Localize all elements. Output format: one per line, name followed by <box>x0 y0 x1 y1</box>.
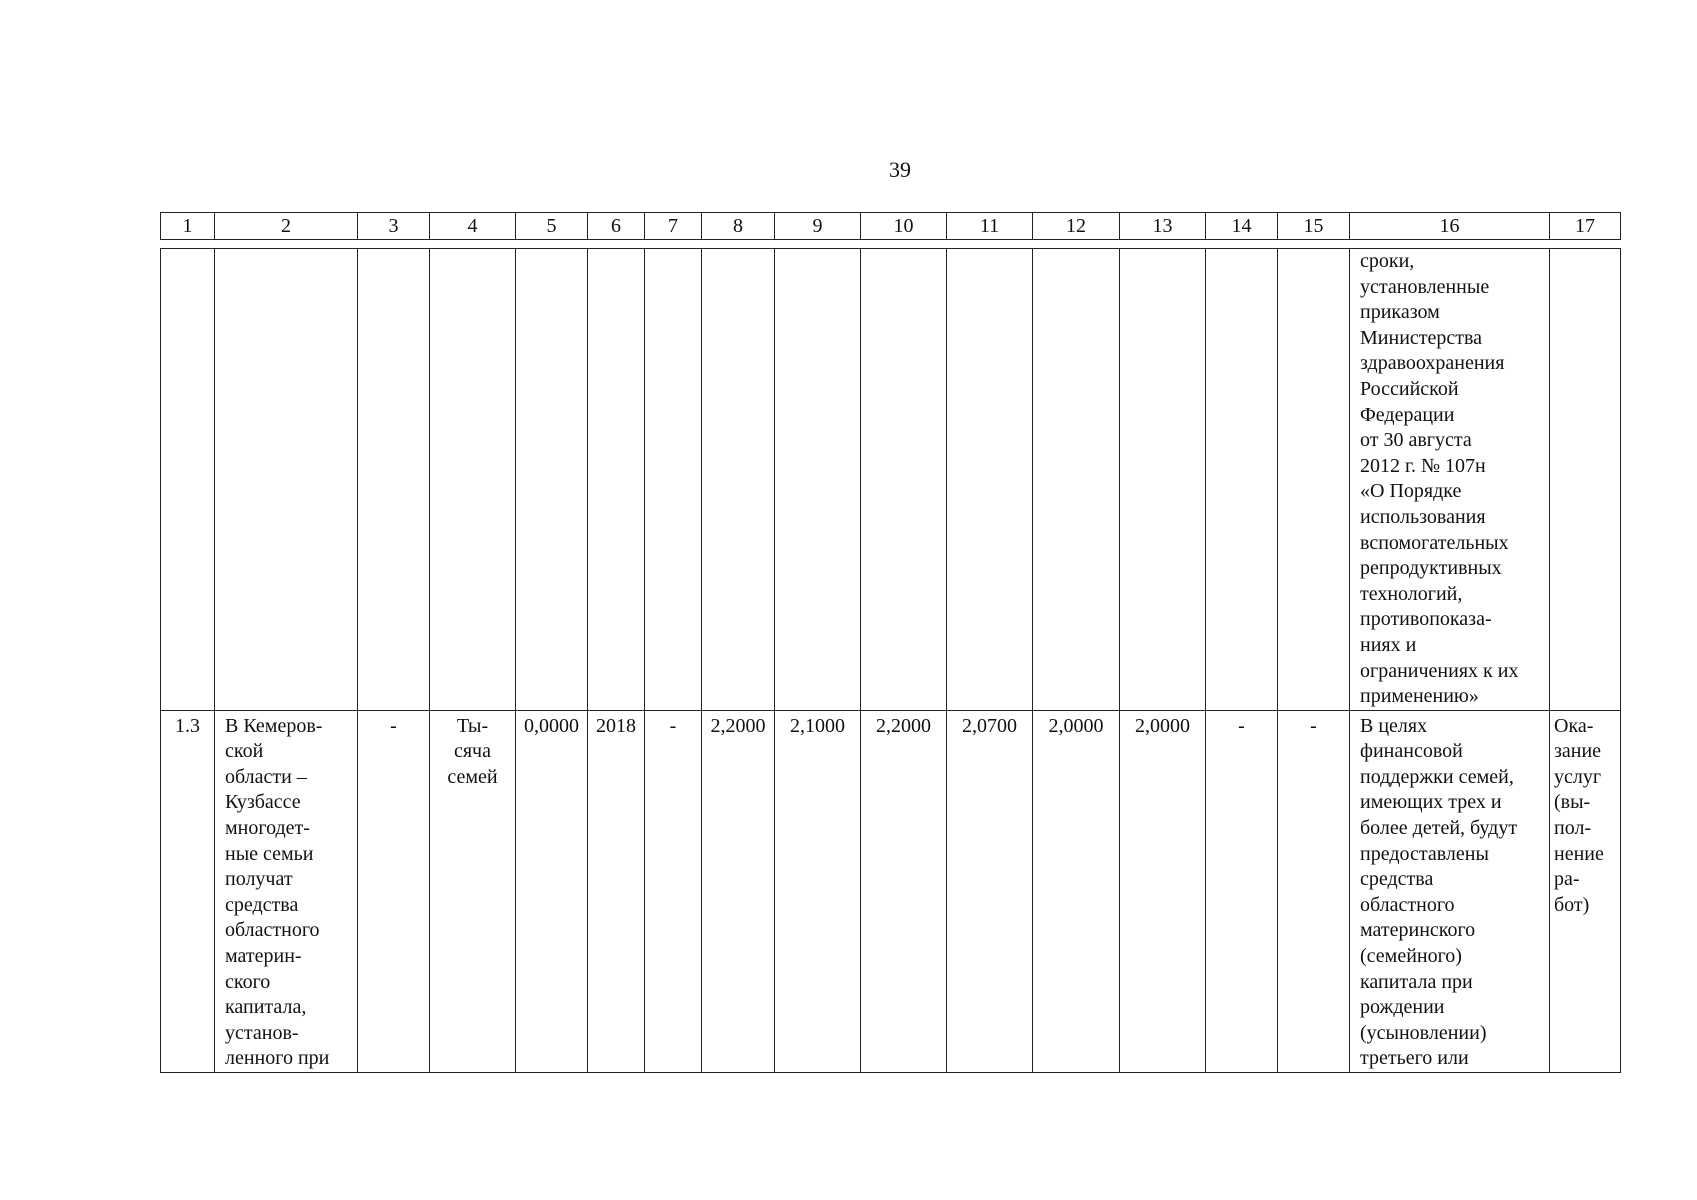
cell-empty <box>215 249 358 711</box>
cell-empty <box>775 249 861 711</box>
column-header-9: 9 <box>775 213 861 240</box>
cell-value-col-12: 2,0000 <box>1033 710 1120 1072</box>
table-row-1-3 <box>161 710 1621 1072</box>
cell-empty <box>161 249 215 711</box>
cell-empty <box>1033 249 1120 711</box>
column-header-6: 6 <box>588 213 645 240</box>
cell-empty <box>1120 249 1206 711</box>
column-header-3: 3 <box>358 213 430 240</box>
column-header-10: 10 <box>861 213 947 240</box>
cell-value-col-9: 2,1000 <box>775 710 861 1072</box>
cell-empty <box>1278 249 1350 711</box>
column-header-13: 13 <box>1120 213 1206 240</box>
cell-unit: Ты- сяча семей <box>430 710 516 1072</box>
cell-col-3: - <box>358 710 430 1072</box>
column-header-11: 11 <box>947 213 1033 240</box>
cell-empty <box>358 249 430 711</box>
cell-characteristic: В целях финансовой поддержки семей, имеющих трех и более детей, будут предоставлены средства областного материнского (семейного) капитала при рождении (усыновлении) третьего или <box>1350 710 1550 1072</box>
cell-value-col-8: 2,2000 <box>702 710 775 1072</box>
column-number-header <box>160 212 1621 240</box>
cell-result-type: Ока- зание услуг (вы- пол- нение ра- бот) <box>1550 710 1621 1072</box>
cell-empty <box>702 249 775 711</box>
cell-empty <box>645 249 702 711</box>
header-row <box>161 213 1621 240</box>
cell-empty <box>588 249 645 711</box>
cell-empty <box>1206 249 1278 711</box>
column-header-1: 1 <box>161 213 215 240</box>
column-header-8: 8 <box>702 213 775 240</box>
column-header-4: 4 <box>430 213 516 240</box>
cell-base-year: 2018 <box>588 710 645 1072</box>
cell-legal-basis-continued: сроки, установленные приказом Министерства здравоохранения Российской Федерации от 30 августа 2012 г. № 107н «О Порядке использования вспомогательных репродуктивных технологий, противопоказа- ниях и ограничениях к их применению» <box>1350 249 1550 711</box>
column-header-12: 12 <box>1033 213 1120 240</box>
cell-empty <box>430 249 516 711</box>
column-header-5: 5 <box>516 213 588 240</box>
column-header-2: 2 <box>215 213 358 240</box>
column-header-15: 15 <box>1278 213 1350 240</box>
cell-empty <box>861 249 947 711</box>
cell-col-15: - <box>1278 710 1350 1072</box>
cell-base-value: 0,0000 <box>516 710 588 1072</box>
program-table-body <box>160 248 1621 1073</box>
column-header-17: 17 <box>1550 213 1621 240</box>
cell-result-description: В Кемеров- ской области – Кузбассе многодет- ные семьи получат средства областного материн- ского капитала, установ- ленного при <box>215 710 358 1072</box>
cell-value-col-10: 2,2000 <box>861 710 947 1072</box>
cell-empty <box>947 249 1033 711</box>
column-header-16: 16 <box>1350 213 1550 240</box>
page-number: 39 <box>889 157 911 182</box>
cell-empty <box>516 249 588 711</box>
cell-item-number: 1.3 <box>161 710 215 1072</box>
table-row-continuation <box>161 249 1621 711</box>
cell-value-col-13: 2,0000 <box>1120 710 1206 1072</box>
cell-col-14: - <box>1206 710 1278 1072</box>
column-header-7: 7 <box>645 213 702 240</box>
column-header-14: 14 <box>1206 213 1278 240</box>
cell-value-col-11: 2,0700 <box>947 710 1033 1072</box>
cell-empty <box>1550 249 1621 711</box>
cell-col-7: - <box>645 710 702 1072</box>
